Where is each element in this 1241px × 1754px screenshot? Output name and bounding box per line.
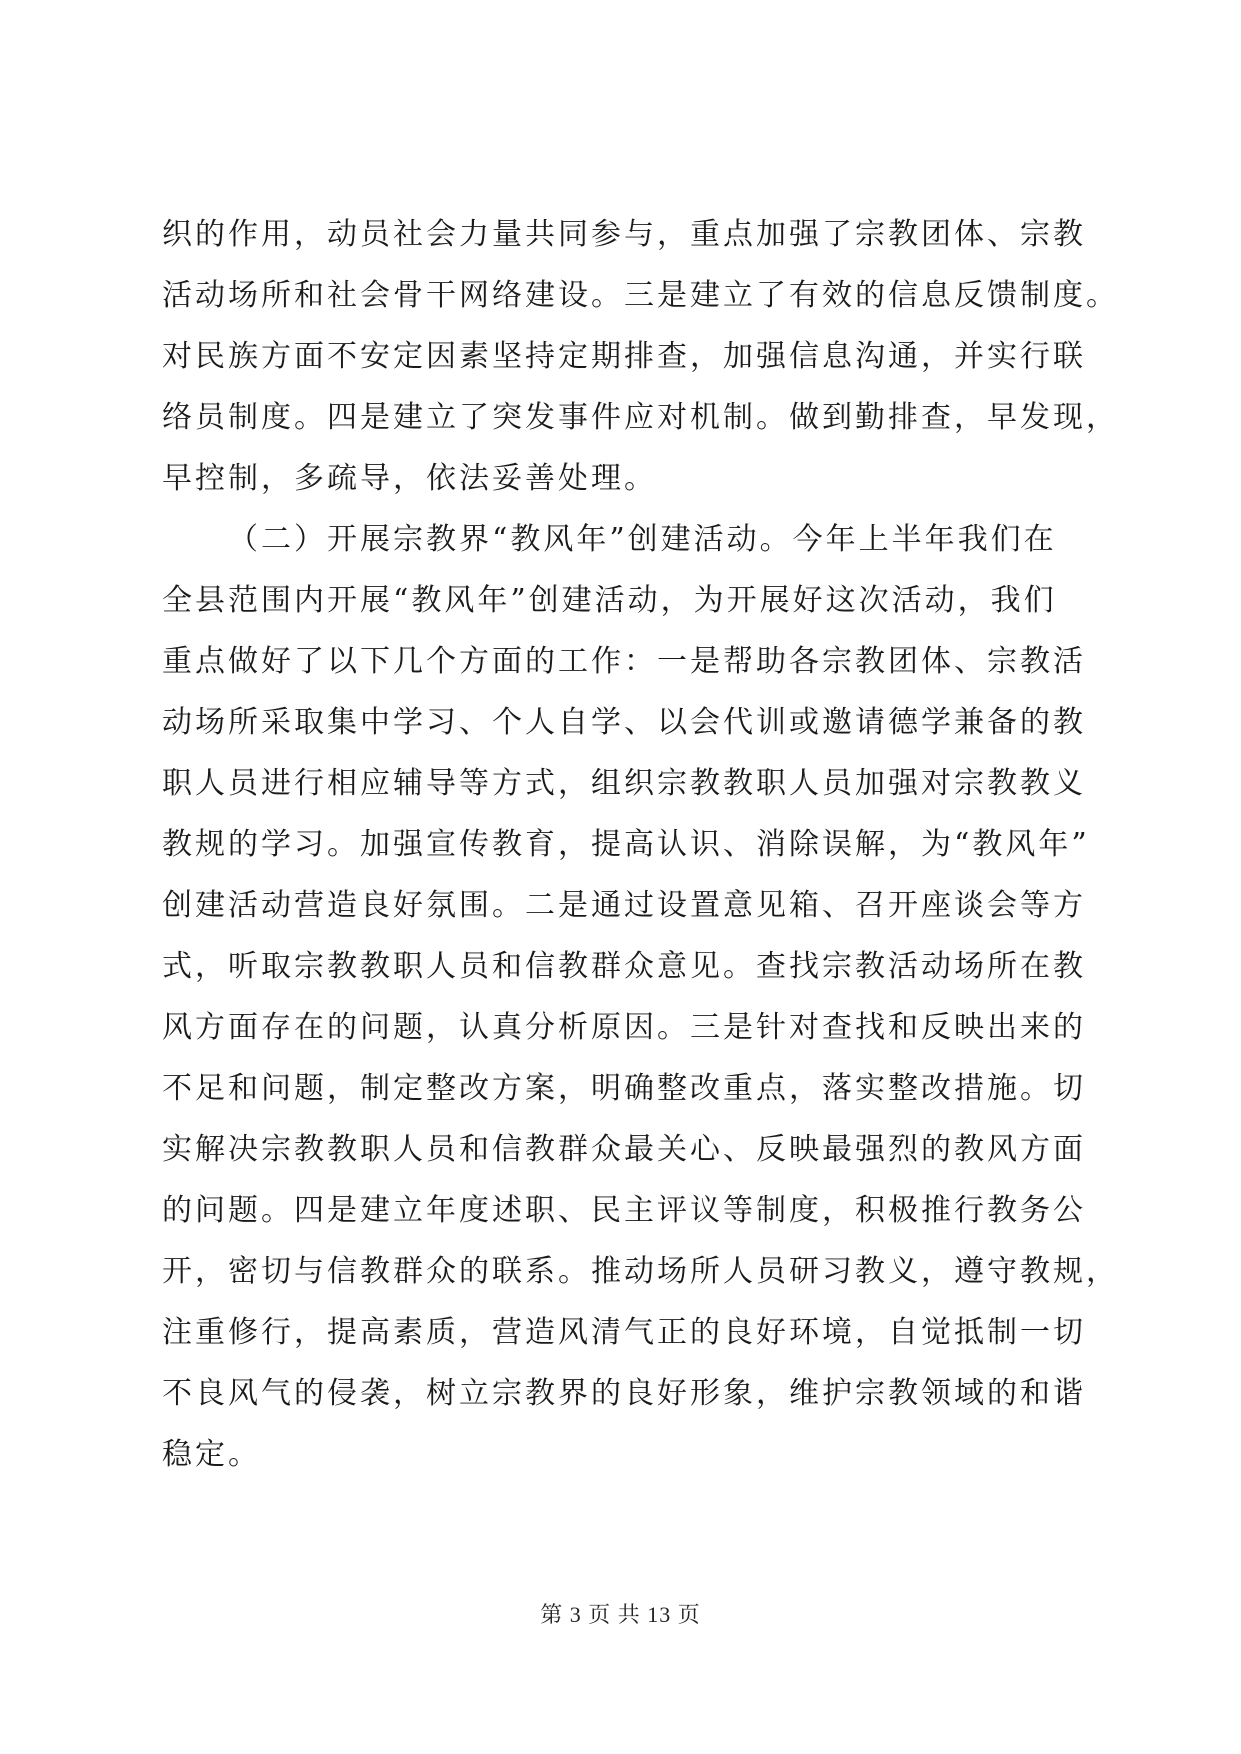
- text-line: 创建活动营造良好氛围。二是通过设置意见箱、召开座谈会等方: [162, 888, 1086, 923]
- text-line: 稳定。: [162, 1437, 261, 1472]
- text-line: 全县范围内开展“教风年”创建活动，为开展好这次活动，我们: [162, 583, 1057, 618]
- document-body: [162, 204, 1122, 1485]
- text-line: 不良风气的侵袭，树立宗教界的良好形象，维护宗教领域的和谐: [162, 1376, 1086, 1411]
- text-line: 早控制，多疏导，依法妥善处理。: [162, 461, 657, 496]
- text-line: 络员制度。四是建立了突发事件应对机制。做到勤排查，早发现，: [162, 400, 1119, 435]
- section-heading-line: （二）开展宗教界“教风年”创建活动。今年上半年我们在: [228, 522, 1057, 557]
- text-line: 织的作用，动员社会力量共同参与，重点加强了宗教团体、宗教: [162, 217, 1086, 252]
- text-line: 教规的学习。加强宣传教育，提高认识、消除误解，为“教风年”: [162, 827, 1090, 862]
- text-line: 对民族方面不安定因素坚持定期排查，加强信息沟通，并实行联: [162, 339, 1086, 374]
- page-number-footer: 第 3 页 共 13 页: [540, 1602, 701, 1627]
- text-line: 不足和问题，制定整改方案，明确整改重点，落实整改措施。切: [162, 1071, 1086, 1106]
- text-line: 活动场所和社会骨干网络建设。三是建立了有效的信息反馈制度。: [162, 278, 1119, 313]
- text-line: 的问题。四是建立年度述职、民主评议等制度，积极推行教务公: [162, 1193, 1086, 1228]
- text-line: 式，听取宗教教职人员和信教群众意见。查找宗教活动场所在教: [162, 949, 1086, 984]
- text-line: 动场所采取集中学习、个人自学、以会代训或邀请德学兼备的教: [162, 705, 1086, 740]
- text-line: 实解决宗教教职人员和信教群众最关心、反映最强烈的教风方面: [162, 1132, 1086, 1167]
- text-line: 注重修行，提高素质，营造风清气正的良好环境，自觉抵制一切: [162, 1315, 1086, 1350]
- text-line: 职人员进行相应辅导等方式，组织宗教教职人员加强对宗教教义: [162, 766, 1086, 801]
- text-line: 重点做好了以下几个方面的工作：一是帮助各宗教团体、宗教活: [162, 644, 1086, 679]
- text-line: 开，密切与信教群众的联系。推动场所人员研习教义，遵守教规，: [162, 1254, 1119, 1289]
- text-line: 风方面存在的问题，认真分析原因。三是针对查找和反映出来的: [162, 1010, 1086, 1045]
